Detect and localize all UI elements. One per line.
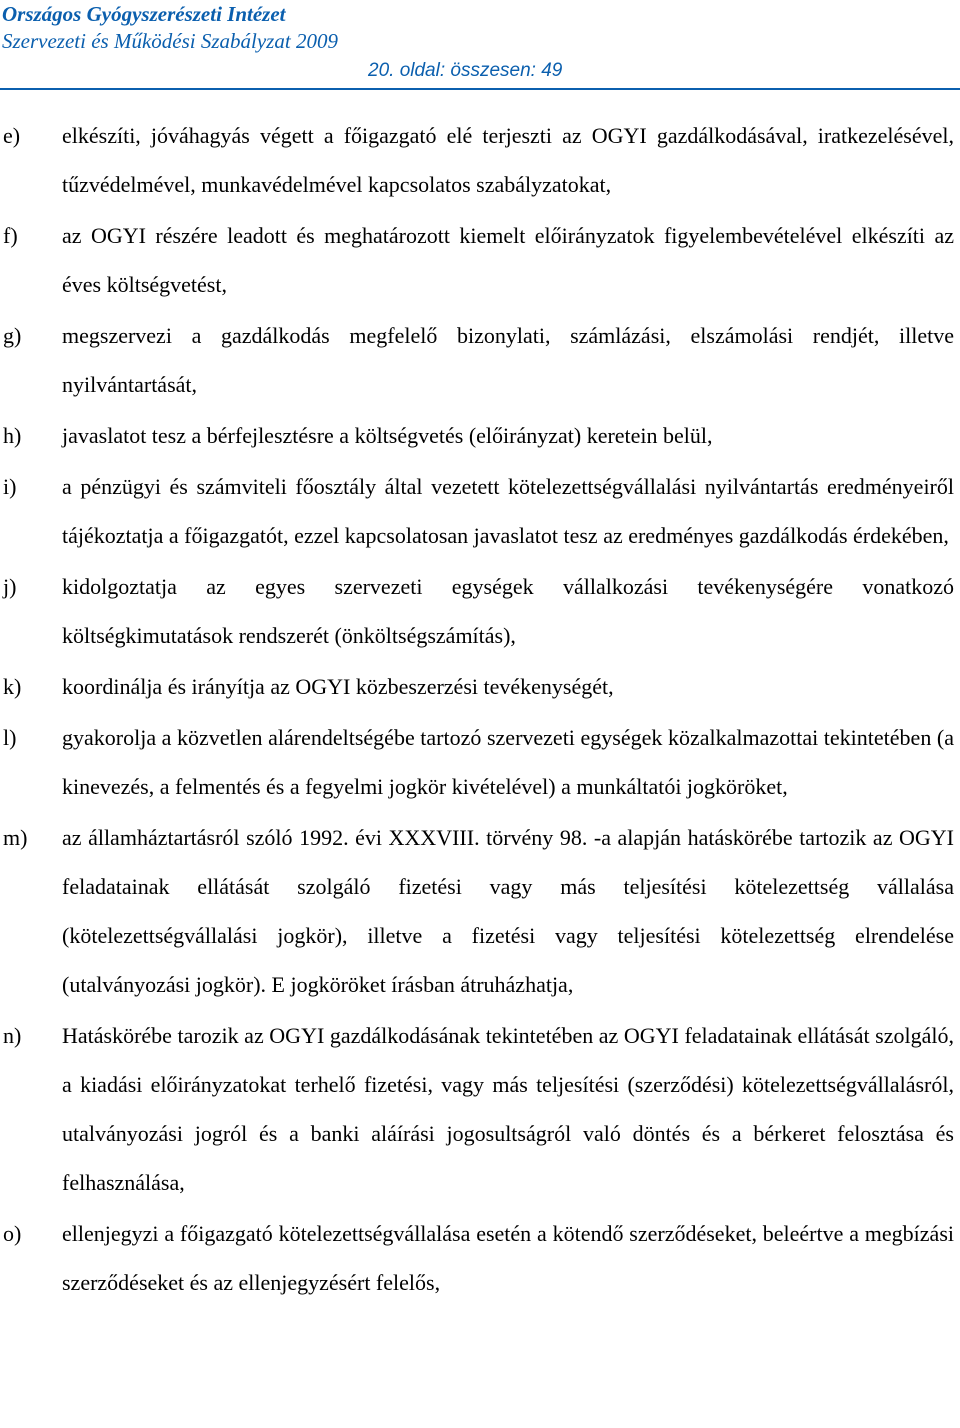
list-item-e — [0, 111, 960, 209]
item-text: az OGYI részére leadott és meghatározott kiemelt előirányzatok figyelembevételével elkészíti az éves költségvetést, — [62, 223, 954, 297]
item-text: a pénzügyi és számviteli főosztály által vezetett kötelezettségvállalási nyilvántartás eredményeiről tájékoztatja a főigazgatót, ezzel kapcsolatosan javaslatot tesz az eredményes gazdálkodás érdekében, — [62, 474, 954, 548]
document-title: Szervezeti és Működési Szabályzat 2009 — [2, 29, 338, 53]
item-text: kidolgoztatja az egyes szervezeti egységek vállalkozási tevékenységére vonatkozó költségkimutatások rendszerét (önköltségszámítás), — [62, 574, 954, 648]
header-divider — [0, 88, 960, 90]
item-marker: n) — [3, 1023, 22, 1048]
list-item-n — [0, 1011, 960, 1207]
item-marker: h) — [3, 423, 22, 448]
organization-name: Országos Gyógyszerészeti Intézet — [2, 2, 286, 26]
list-item-f — [0, 211, 960, 309]
page-header — [0, 0, 960, 90]
item-text: az államháztartásról szóló 1992. évi XXXVIII. törvény 98. -a alapján hatáskörébe tartozik az OGYI feladatainak ellátását szolgáló fizetési vagy más teljesítési kötelezettség vállalása (kötelezettségvállalási jogkör), illetve a fizetési vagy teljesítési kötelezettség elrendelése (utalványozási jogkör). E jogköröket írásban átruházhatja, — [62, 825, 954, 997]
item-marker: g) — [3, 323, 22, 348]
list-item-i — [0, 462, 960, 560]
item-text: ellenjegyzi a főigazgató kötelezettségvállalása esetén a kötendő szerződéseket, beleértve a megbízási szerződéseket és az ellenjegyzésért felelős, — [62, 1221, 954, 1295]
page-number: 20. oldal: összesen: 49 — [368, 60, 563, 81]
item-text: Hatáskörébe tarozik az OGYI gazdálkodásának tekintetében az OGYI feladatainak ellátását szolgáló, a kiadási előirányzatokat terhelő fizetési, vagy más teljesítési (szerződési) kötelezettségvállalásról, utalványozási jogról és a banki aláírási jogosultságról való döntés és a bérkeret felosztása és felhasználása, — [62, 1023, 954, 1195]
list-item-o — [0, 1209, 960, 1307]
item-marker: o) — [3, 1221, 22, 1246]
item-marker: l) — [3, 725, 17, 750]
item-marker: m) — [3, 825, 28, 850]
item-marker: j) — [3, 574, 17, 599]
list-item-g — [0, 311, 960, 409]
item-text: koordinálja és irányítja az OGYI közbeszerzési tevékenységét, — [62, 674, 614, 699]
item-text: elkészíti, jóváhagyás végett a főigazgató elé terjeszti az OGYI gazdálkodásával, iratkezelésével, tűzvédelmével, munkavédelmével kapcsolatos szabályzatokat, — [62, 123, 954, 197]
list-item-m — [0, 813, 960, 1009]
list-item-l — [0, 713, 960, 811]
item-marker: i) — [3, 474, 17, 499]
item-text: gyakorolja a közvetlen alárendeltségébe tartozó szervezeti egységek közalkalmazottai tekintetében (a kinevezés, a felmentés és a fegyelmi jogkör kivételével) a munkáltatói jogköröket, — [62, 725, 954, 799]
item-text: megszervezi a gazdálkodás megfelelő bizonylati, számlázási, elszámolási rendjét, illetve nyilvántartását, — [62, 323, 954, 397]
document-body — [0, 111, 960, 1309]
item-marker: k) — [3, 674, 22, 699]
list-item-h — [0, 411, 960, 460]
item-marker: f) — [3, 223, 18, 248]
item-marker: e) — [3, 123, 21, 148]
item-text: javaslatot tesz a bérfejlesztésre a költségvetés (előirányzat) keretein belül, — [62, 423, 713, 448]
list-item-k — [0, 662, 960, 711]
list-item-j — [0, 562, 960, 660]
